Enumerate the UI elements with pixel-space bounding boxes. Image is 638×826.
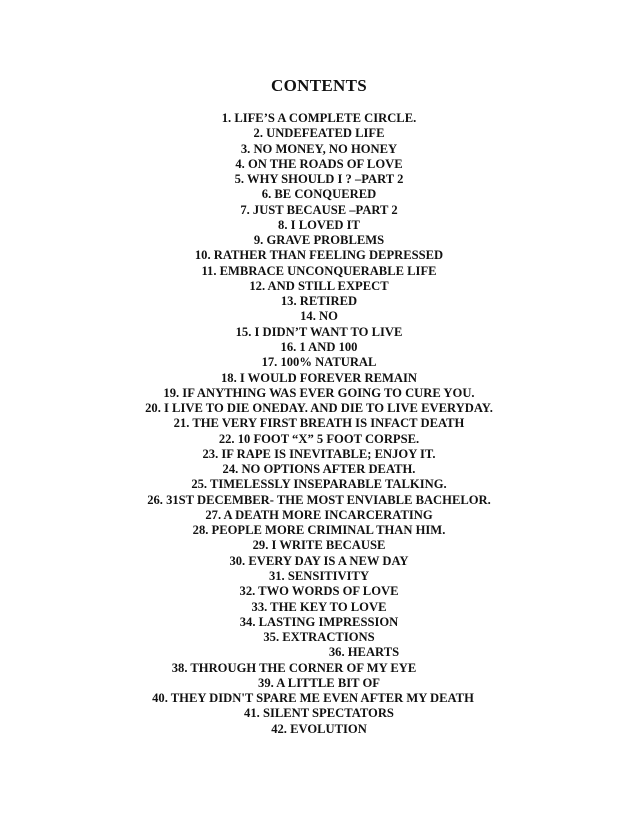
toc-entry-text: 20. I LIVE TO DIE ONEDAY. AND DIE TO LIVE EVERYDAY. (145, 401, 493, 416)
toc-entry-text: 8. I LOVED IT (278, 217, 360, 232)
toc-entry (0, 661, 638, 676)
contents-title: CONTENTS (271, 76, 367, 95)
toc-entry-text: 35. EXTRACTIONS (263, 630, 375, 645)
toc-entry-text: 40. THEY DIDN'T SPARE ME EVEN AFTER MY DEATH (152, 691, 474, 706)
toc-entry-text: 32. TWO WORDS OF LOVE (239, 584, 399, 599)
toc-entry (0, 401, 638, 416)
toc-entry-text: 22. 10 FOOT “X” 5 FOOT CORPSE. (218, 431, 420, 446)
toc-entry (0, 187, 638, 202)
toc-entry (0, 523, 638, 538)
toc-entry-text: 30. EVERY DAY IS A NEW DAY (229, 553, 409, 568)
toc-entry-text: 14. NO (300, 309, 338, 324)
toc-entry (0, 477, 638, 492)
toc-entry (0, 432, 638, 447)
toc-entry-text: 39. A LITTLE BIT OF (258, 675, 380, 690)
toc-entry (0, 600, 638, 615)
toc-entry (0, 630, 638, 645)
toc-entry (0, 447, 638, 462)
toc-entry-text: 9. GRAVE PROBLEMS (253, 233, 385, 248)
toc-entry-text: 3. NO MONEY, NO HONEY (240, 141, 398, 156)
toc-entry (0, 584, 638, 599)
toc-entry-text: 5. WHY SHOULD I ? –PART 2 (234, 172, 404, 187)
toc-entry-text: 16. 1 AND 100 (280, 339, 358, 354)
toc-entry (0, 691, 638, 706)
toc-entry (0, 279, 638, 294)
toc-entry (0, 508, 638, 523)
toc-entry-text: 15. I DIDN’T WANT TO LIVE (235, 324, 403, 339)
toc-entry-text: 38. THROUGH THE CORNER OF MY EYE (171, 660, 417, 675)
toc-entry (0, 294, 638, 309)
toc-entry-text: 29. I WRITE BECAUSE (252, 538, 386, 553)
toc-entry (0, 371, 638, 386)
toc-entry-text: 1. LIFE’S A COMPLETE CIRCLE. (221, 111, 417, 125)
toc-entry (0, 554, 638, 569)
toc-entry (0, 218, 638, 233)
toc-entry (0, 264, 638, 279)
toc-entry (0, 126, 638, 141)
toc-entry-text: 42. EVOLUTION (271, 721, 367, 736)
toc-entry-text: 24. NO OPTIONS AFTER DEATH. (222, 462, 416, 477)
toc-entry-text: 17. 100% NATURAL (261, 355, 377, 370)
toc-entry (0, 309, 638, 324)
toc-entry (0, 340, 638, 355)
toc-entry-text: 6. BE CONQUERED (261, 187, 377, 202)
toc-entry (0, 157, 638, 172)
toc-entry-text: 26. 31ST DECEMBER- THE MOST ENVIABLE BACHELOR. (147, 492, 491, 507)
toc-entry-text: 12. AND STILL EXPECT (249, 278, 389, 293)
toc-entry-text: 36. HEARTS (328, 645, 400, 660)
toc-entry-text: 41. SILENT SPECTATORS (244, 706, 394, 721)
toc-entry (0, 386, 638, 401)
toc-entry (0, 676, 638, 691)
toc-entry (0, 706, 638, 721)
toc-entry-text: 33. THE KEY TO LOVE (251, 599, 387, 614)
toc-entry-text: 11. EMBRACE UNCONQUERABLE LIFE (201, 263, 437, 278)
toc-entry (0, 172, 638, 187)
toc-entry-text: 34. LASTING IMPRESSION (239, 614, 399, 629)
toc-entry-text: 4. ON THE ROADS OF LOVE (235, 156, 403, 171)
toc-entry (0, 462, 638, 477)
toc-entry-text: 28. PEOPLE MORE CRIMINAL THAN HIM. (192, 523, 446, 538)
toc-entry (0, 325, 638, 340)
toc-entry-text: 13. RETIRED (280, 294, 358, 309)
toc-entry-text: 18. I WOULD FOREVER REMAIN (220, 370, 418, 385)
toc-entry (0, 233, 638, 248)
toc-entry (0, 569, 638, 584)
toc-entry (0, 355, 638, 370)
toc-entry (0, 645, 638, 660)
toc-entry (0, 142, 638, 157)
toc-entry-text: 31. SENSITIVITY (268, 568, 370, 583)
toc-entry-text: 10. RATHER THAN FEELING DEPRESSED (194, 248, 444, 263)
toc-entry-text: 19. IF ANYTHING WAS EVER GOING TO CURE YOU. (163, 385, 475, 400)
toc-entry (0, 416, 638, 431)
table-of-contents (0, 111, 638, 737)
toc-entry (0, 111, 638, 126)
toc-entry (0, 493, 638, 508)
toc-entry-text: 25. TIMELESSLY INSEPARABLE TALKING. (191, 477, 447, 492)
toc-entry-text: 2. UNDEFEATED LIFE (253, 126, 385, 141)
toc-entry-text: 7. JUST BECAUSE –PART 2 (240, 202, 398, 217)
toc-entry-text: 27. A DEATH MORE INCARCERATING (205, 507, 433, 522)
toc-entry (0, 722, 638, 737)
toc-entry (0, 538, 638, 553)
toc-entry (0, 615, 638, 630)
toc-entry (0, 248, 638, 263)
toc-entry-text: 23. IF RAPE IS INEVITABLE; ENJOY IT. (202, 446, 436, 461)
toc-entry (0, 203, 638, 218)
toc-entry-text: 21. THE VERY FIRST BREATH IS INFACT DEATH (173, 416, 465, 431)
